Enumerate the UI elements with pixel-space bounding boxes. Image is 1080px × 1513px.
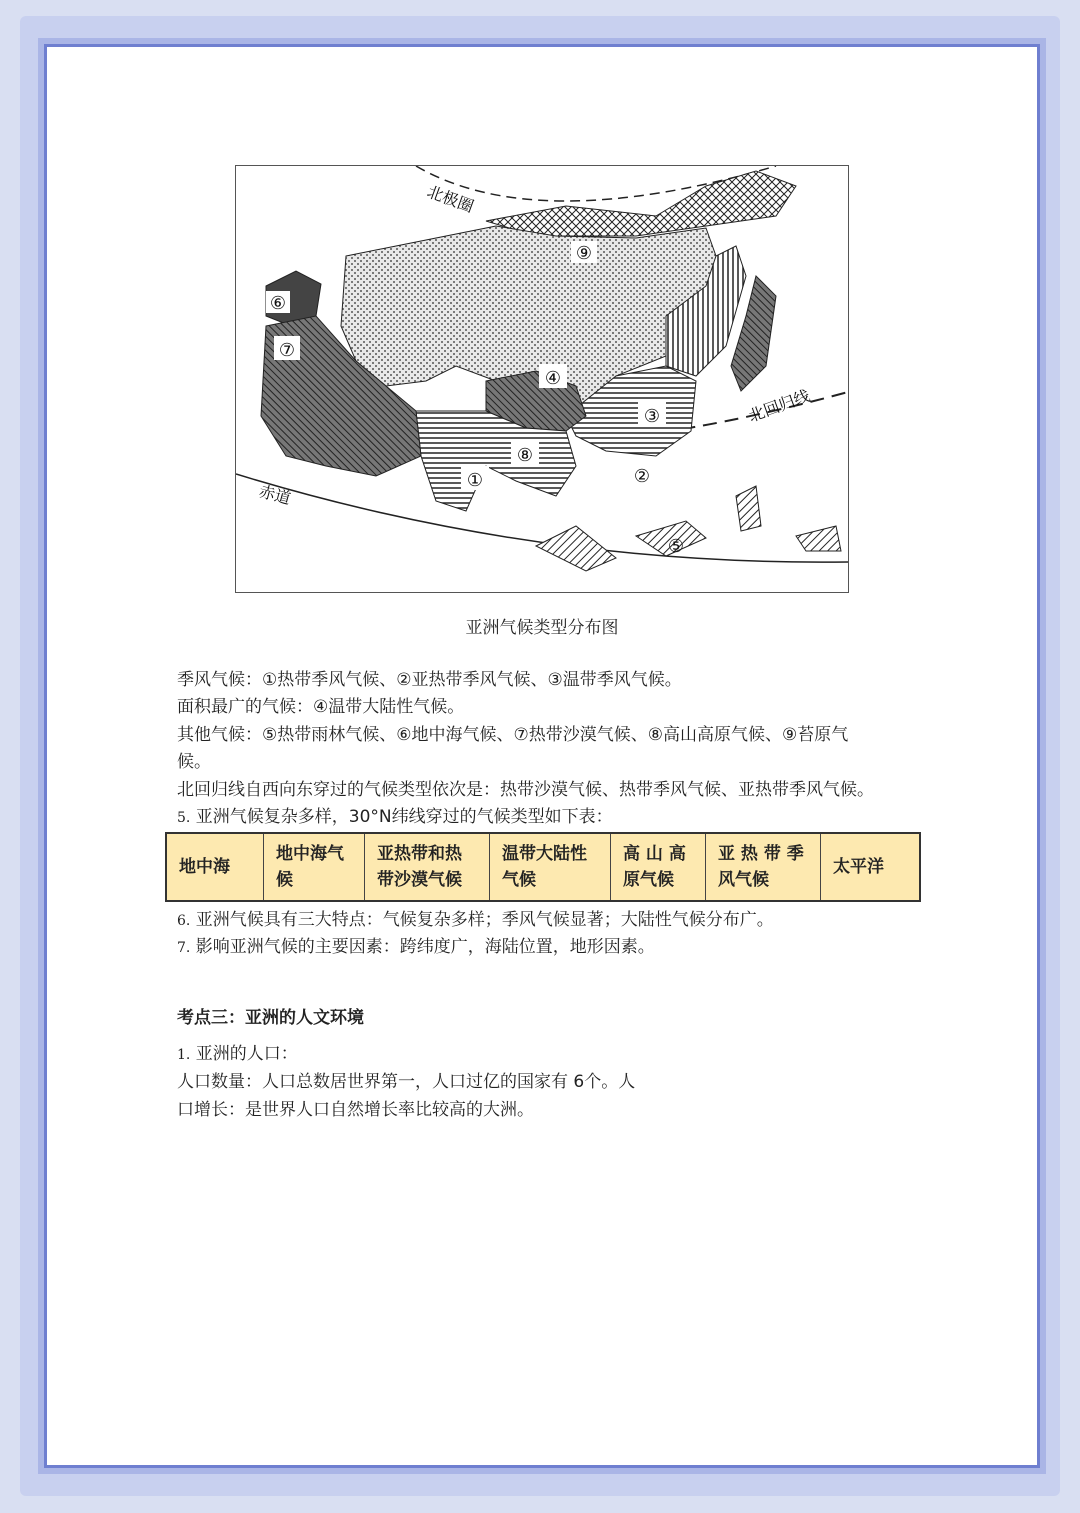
item-5	[177, 804, 613, 831]
table-cell: 太平洋	[821, 833, 921, 901]
item-7-text: 影响亚洲气候的主要因素：跨纬度广，海陆位置，地形因素。	[195, 937, 655, 957]
item-7-number: 7.	[177, 940, 191, 956]
table-cell: 地中海	[166, 833, 264, 901]
population-count-text: 人口数量：人口总数居世界第一，人口过亿的国家有 6个。人	[177, 1072, 636, 1092]
other-climate-text-1: 其他气候：⑤热带雨林气候、⑥地中海气候、⑦热带沙漠气候、⑧高山高原气候、⑨苔原气	[177, 725, 849, 745]
document-page	[44, 44, 1040, 1468]
table-row	[166, 833, 920, 901]
table-cell: 亚 热 带 季 风气候	[706, 833, 821, 901]
table-cell: 亚热带和热 带沙漠气候	[365, 833, 490, 901]
table-cell: 地中海气 候	[264, 833, 365, 901]
population-growth-text: 口增长：是世界人口自然增长率比较高的大洲。	[177, 1100, 534, 1120]
equator-label: 赤道	[256, 481, 293, 509]
item-5-text: 亚洲气候复杂多样，30°N纬线穿过的气候类型如下表：	[195, 807, 613, 827]
label-7: ⑦	[278, 340, 296, 361]
table-cell: 温带大陆性 气候	[490, 833, 611, 901]
item-6	[177, 907, 774, 934]
tropic-text: 北回归线自西向东穿过的气候类型依次是：热带沙漠气候、热带季风气候、亚热带季风气候。	[177, 780, 874, 800]
rainforest-region-c	[736, 486, 761, 531]
section-heading: 考点三：亚洲的人文环境	[177, 1008, 364, 1028]
population-number: 1.	[177, 1047, 191, 1063]
label-2: ②	[633, 466, 651, 487]
item-7	[177, 934, 655, 961]
other-climate-text-2: 候。	[177, 752, 211, 772]
monsoon-text: 季风气候：①热带季风气候、②亚热带季风气候、③温带季风气候。	[177, 670, 682, 690]
label-3: ③	[643, 406, 661, 427]
label-1: ①	[466, 470, 484, 491]
item-6-number: 6.	[177, 913, 191, 929]
latitude-30-table	[165, 832, 921, 902]
item-6-text: 亚洲气候具有三大特点：气候复杂多样；季风气候显著；大陆性气候分布广。	[195, 910, 774, 930]
rainforest-region-d	[796, 526, 841, 551]
population-title	[177, 1041, 298, 1068]
table-cell: 高 山 高 原气候	[611, 833, 706, 901]
item-5-number: 5.	[177, 810, 191, 826]
label-8: ⑧	[516, 445, 534, 466]
map-caption: 亚洲气候类型分布图	[465, 618, 619, 638]
tropic-label: 北回归线	[745, 386, 813, 426]
label-9: ⑨	[575, 243, 593, 264]
label-6: ⑥	[269, 293, 287, 314]
tundra-region	[486, 171, 796, 236]
rainforest-region-a	[536, 526, 616, 571]
population-title-text: 亚洲的人口：	[195, 1044, 298, 1064]
asia-climate-map	[235, 165, 849, 593]
label-5: ⑤	[667, 536, 685, 557]
label-4: ④	[544, 368, 562, 389]
arctic-label: 北极圈	[424, 181, 477, 217]
largest-climate-text: 面积最广的气候：④温带大陆性气候。	[177, 697, 465, 717]
